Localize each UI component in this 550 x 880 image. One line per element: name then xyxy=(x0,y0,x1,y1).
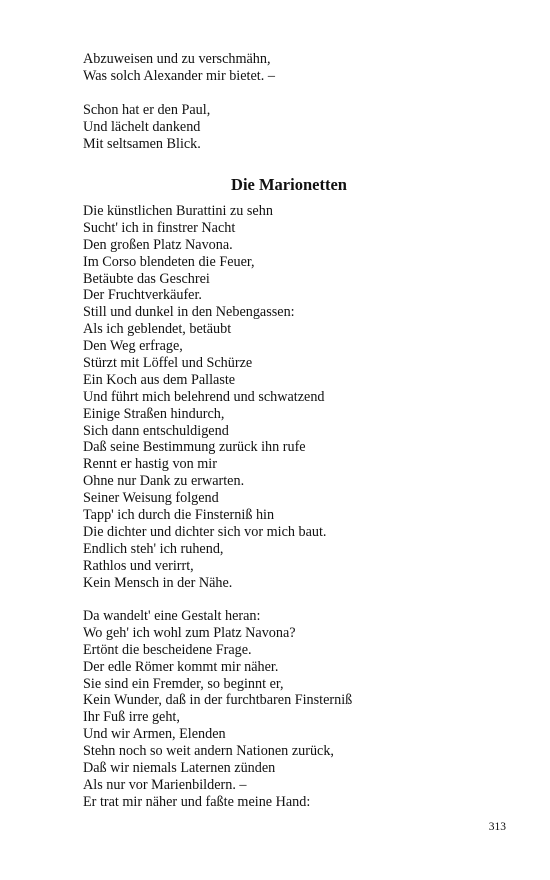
verse-line: Er trat mir näher und faßte meine Hand: xyxy=(83,793,311,810)
verse-line: Sie sind ein Fremder, so beginnt er, xyxy=(83,675,284,692)
verse-line: Da wandelt' eine Gestalt heran: xyxy=(83,608,261,624)
verse-line: Wo geh' ich wohl zum Platz Navona? xyxy=(83,624,296,641)
stanza-continuation-2 xyxy=(83,102,483,153)
verse-line: Stürzt mit Löffel und Schürze xyxy=(83,355,253,372)
verse-line: Seiner Weisung folgend xyxy=(83,490,219,507)
verse-line: Und lächelt dankend xyxy=(83,118,201,135)
verse-line: Rathlos und verirrt, xyxy=(83,557,194,574)
verse-line: Und führt mich belehrend und schwatzend xyxy=(83,388,325,405)
verse-line: Kein Wunder, daß in der furchtbaren Finsterniß xyxy=(83,692,353,709)
verse-line: Ihr Fuß irre geht, xyxy=(83,709,180,726)
verse-line: Ohne nur Dank zu erwarten. xyxy=(83,473,245,490)
verse-line: Still und dunkel in den Nebengassen: xyxy=(83,304,295,321)
poem-stanza-1 xyxy=(83,203,483,591)
verse-line: Die künstlichen Burattini zu sehn xyxy=(83,203,273,219)
verse-line: Den Weg erfrage, xyxy=(83,338,183,355)
verse-line: Und wir Armen, Elenden xyxy=(83,726,226,743)
verse-line: Im Corso blendeten die Feuer, xyxy=(83,253,255,270)
verse-line: Sich dann entschuldigend xyxy=(83,422,229,439)
page-number: 313 xyxy=(488,821,506,833)
verse-line: Einige Straßen hindurch, xyxy=(83,405,225,422)
poem-title: Die Marionetten xyxy=(231,175,347,194)
verse-line: Abzuweisen und zu verschmähn, xyxy=(83,51,271,67)
verse-line: Rennt er hastig von mir xyxy=(83,456,217,473)
verse-line: Den großen Platz Navona. xyxy=(83,236,233,253)
verse-line: Endlich steh' ich ruhend, xyxy=(83,540,224,557)
poem-stanza-2 xyxy=(83,608,483,811)
verse-line: Stehn noch so weit andern Nationen zurück, xyxy=(83,743,334,760)
verse-line: Daß seine Bestimmung zurück ihn rufe xyxy=(83,439,306,456)
verse-line: Kein Mensch in der Nähe. xyxy=(83,574,233,591)
verse-line: Als nur vor Marienbildern. – xyxy=(83,776,247,793)
verse-line: Als ich geblendet, betäubt xyxy=(83,321,232,338)
verse-line: Der Fruchtverkäufer. xyxy=(83,287,202,304)
verse-line: Der edle Römer kommt mir näher. xyxy=(83,658,279,675)
verse-line: Ertönt die bescheidene Frage. xyxy=(83,641,252,658)
stanza-continuation-1 xyxy=(83,51,483,85)
verse-line: Mit seltsamen Blick. xyxy=(83,135,201,152)
verse-line: Daß wir niemals Laternen zünden xyxy=(83,760,276,777)
verse-line: Betäubte das Geschrei xyxy=(83,270,210,287)
verse-line: Schon hat er den Paul, xyxy=(83,102,211,118)
verse-line: Tapp' ich durch die Finsterniß hin xyxy=(83,507,275,524)
verse-line: Ein Koch aus dem Pallaste xyxy=(83,371,236,388)
verse-line: Sucht' ich in finstrer Nacht xyxy=(83,219,236,236)
verse-line: Was solch Alexander mir bietet. – xyxy=(83,67,275,84)
verse-line: Die dichter und dichter sich vor mich baut. xyxy=(83,523,327,540)
